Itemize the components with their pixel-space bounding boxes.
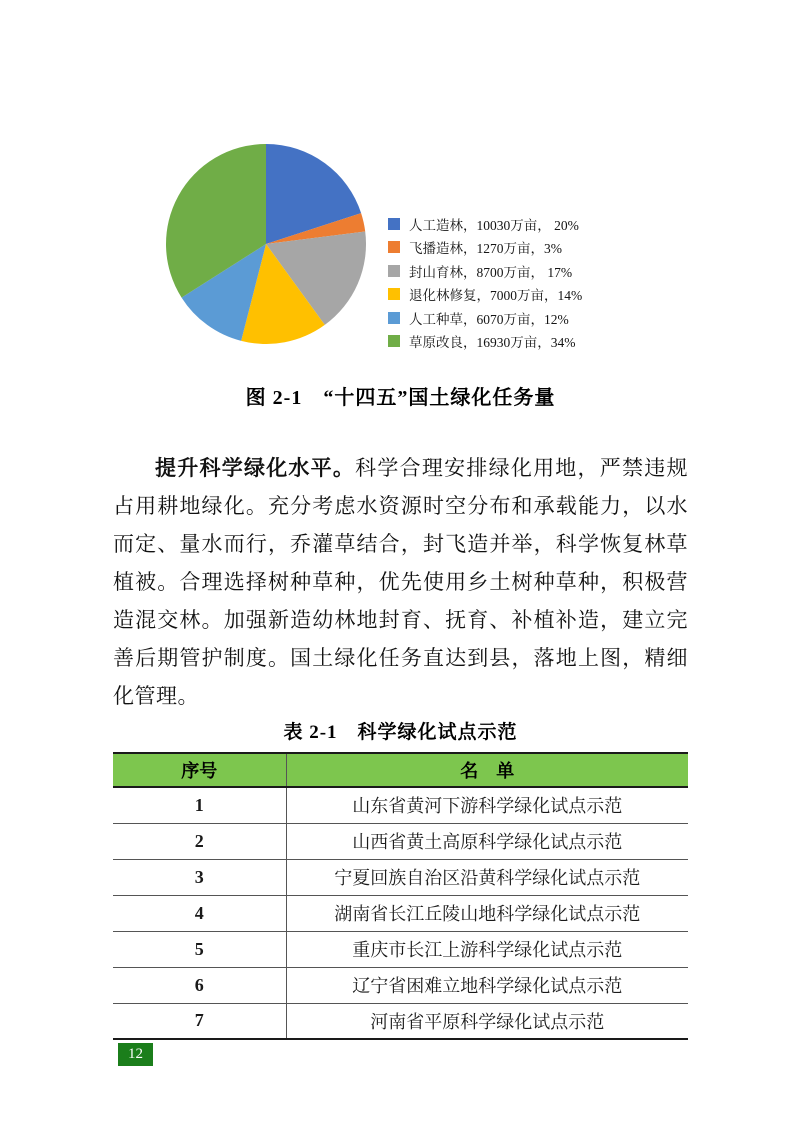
page-number-badge: 12 <box>118 1043 153 1066</box>
row-name-cell: 山西省黄土高原科学绿化试点示范 <box>286 823 688 859</box>
row-index-cell: 5 <box>113 931 286 967</box>
row-index-cell: 3 <box>113 859 286 895</box>
legend-item <box>388 330 582 354</box>
legend-label: 人工种草，6070万亩，12% <box>409 311 569 327</box>
legend-swatch-icon <box>388 218 400 230</box>
legend-item <box>388 306 582 330</box>
legend-label: 飞播造林，1270万亩，3% <box>409 241 562 257</box>
legend-label: 草原改良，16930万亩，34% <box>409 335 576 351</box>
row-name-cell: 宁夏回族自治区沿黄科学绿化试点示范 <box>286 859 688 895</box>
body-paragraph <box>113 449 688 715</box>
legend-label: 封山育林，8700万亩， 17% <box>409 264 573 280</box>
row-index-cell: 1 <box>113 787 286 823</box>
table-header-index: 序号 <box>113 753 286 787</box>
table-row <box>113 895 688 931</box>
row-index-cell: 4 <box>113 895 286 931</box>
paragraph-body-text: 科学合理安排绿化用地，严禁违规占用耕地绿化。充分考虑水资源时空分布和承载能力，以水而定、量水而行，乔灌草结合，封飞造并举，科学恢复林草植被。合理选择树种草种，优先使用乡土树种草种，积极营造混交林。加强新造幼林地封育、抚育、补植补造，建立完善后期管护制度。国土绿化任务直达到县，落地上图，精细化管理。 <box>113 456 689 708</box>
legend-swatch-icon <box>388 241 400 253</box>
table-caption: 表 2-1 科学绿化试点示范 <box>283 722 518 743</box>
legend-item <box>388 259 582 283</box>
chart-legend <box>388 212 582 353</box>
pilot-demo-table <box>113 752 688 1040</box>
figure-caption: 图 2-1 “十四五”国土绿化任务量 <box>245 387 556 409</box>
row-name-cell: 山东省黄河下游科学绿化试点示范 <box>286 787 688 823</box>
table-header-row <box>113 753 688 787</box>
table-row <box>113 859 688 895</box>
legend-swatch-icon <box>388 312 400 324</box>
legend-swatch-icon <box>388 265 400 277</box>
row-index-cell: 6 <box>113 967 286 1003</box>
row-name-cell: 重庆市长江上游科学绿化试点示范 <box>286 931 688 967</box>
row-index-cell: 7 <box>113 1003 286 1039</box>
row-name-cell: 河南省平原科学绿化试点示范 <box>370 1011 605 1032</box>
legend-label: 人工造林，10030万亩， 20% <box>409 217 579 233</box>
legend-item <box>388 212 582 236</box>
row-name-cell: 辽宁省困难立地科学绿化试点示范 <box>286 967 688 1003</box>
row-index-cell: 2 <box>113 823 286 859</box>
legend-item <box>388 283 582 307</box>
legend-swatch-icon <box>388 288 400 300</box>
row-name-cell: 湖南省长江丘陵山地科学绿化试点示范 <box>286 895 688 931</box>
table-header-name: 名 单 <box>286 753 688 787</box>
table-row <box>113 967 688 1003</box>
table-row <box>113 1003 688 1039</box>
paragraph-lead: 提升科学绿化水平。 <box>155 456 356 480</box>
table-row <box>113 931 688 967</box>
legend-swatch-icon <box>388 335 400 347</box>
legend-label: 退化林修复，7000万亩，14% <box>409 288 583 304</box>
pie-chart <box>166 144 366 344</box>
legend-item <box>388 236 582 260</box>
table-row <box>113 823 688 859</box>
table-row <box>113 787 688 823</box>
